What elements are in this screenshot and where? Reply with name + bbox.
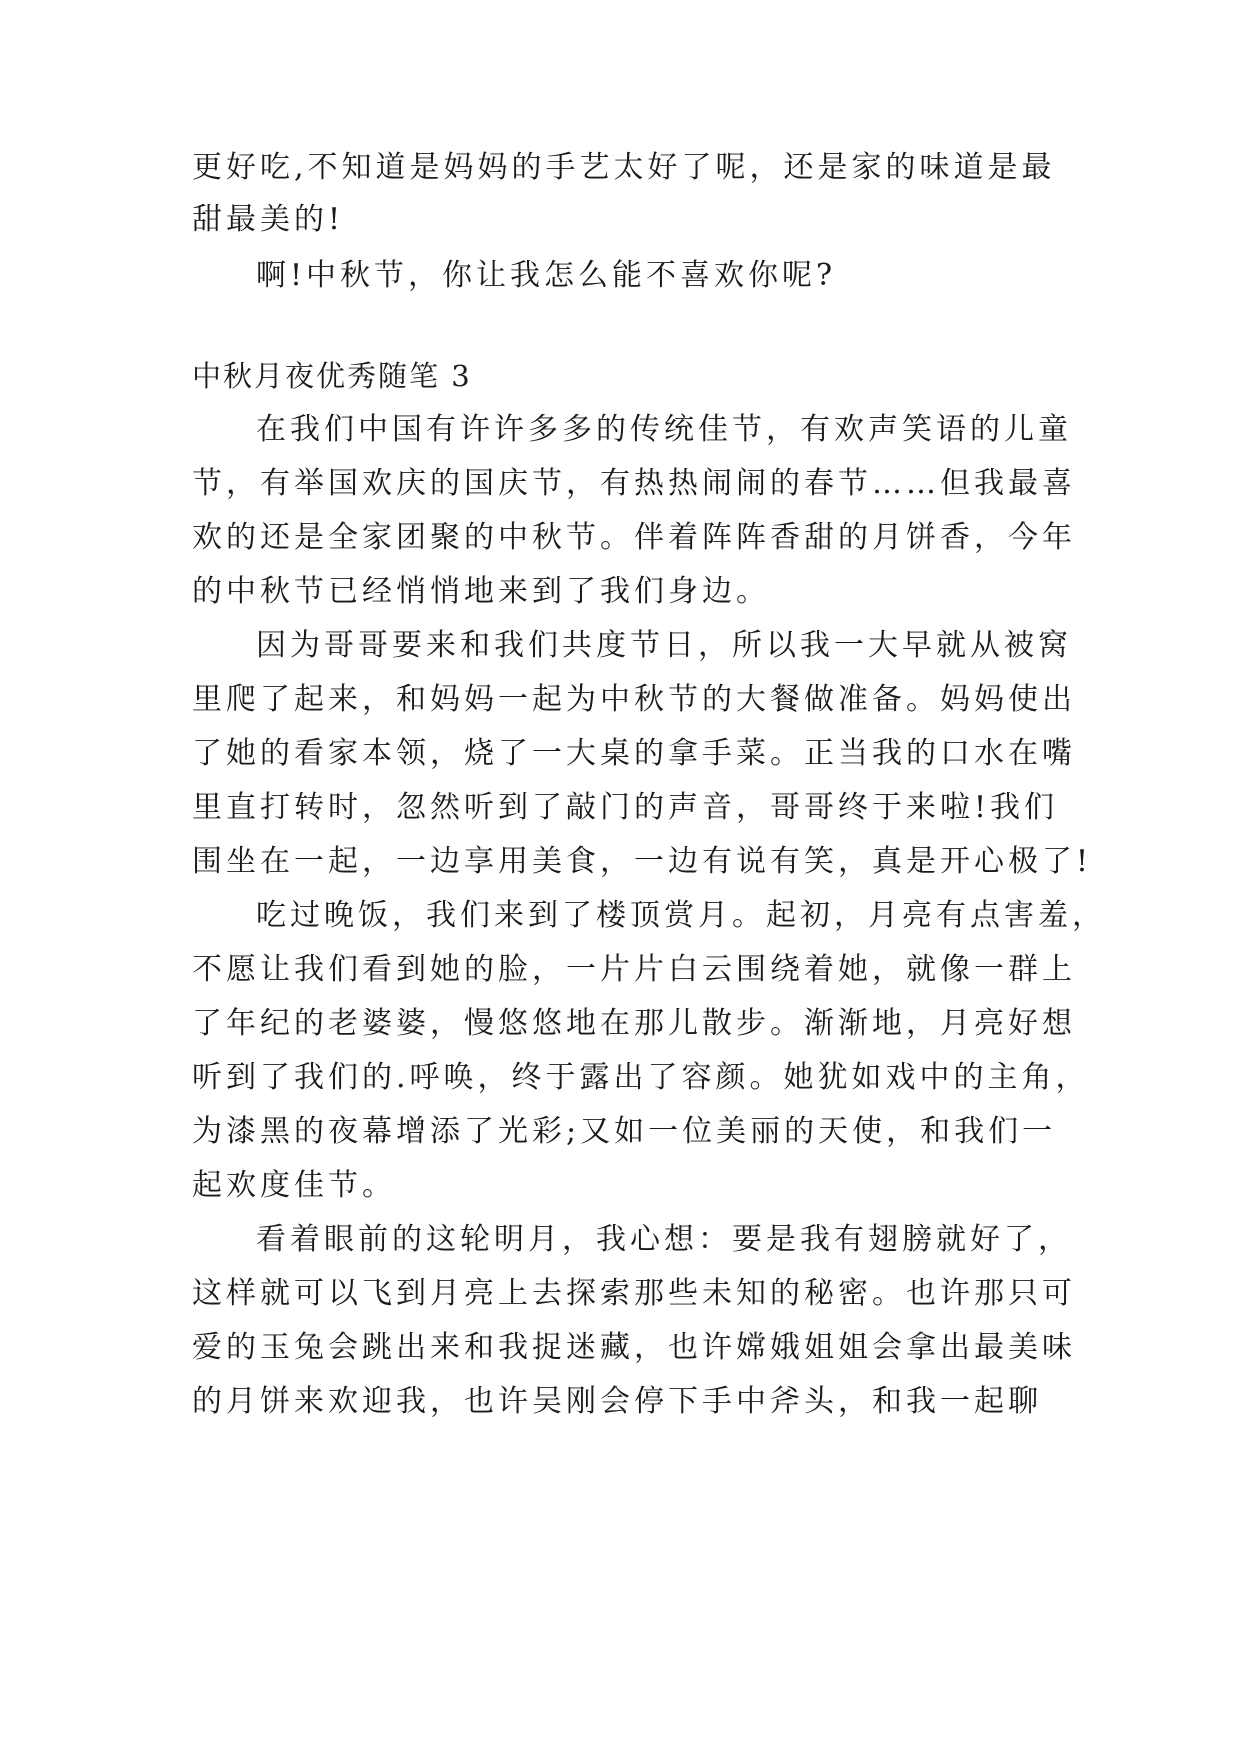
text-line: 的月饼来欢迎我，也许吴刚会停下手中斧头，和我一起聊	[192, 1384, 1042, 1419]
text-line: 的中秋节已经悄悄地来到了我们身边。	[192, 574, 770, 609]
text-line: 欢的还是全家团聚的中秋节。伴着阵阵香甜的月饼香，今年	[192, 520, 1076, 555]
text-line: 甜最美的!	[192, 202, 345, 237]
text-line: 啊!中秋节，你让我怎么能不喜欢你呢?	[256, 258, 837, 293]
text-line: 更好吃,不知道是妈妈的手艺太好了呢，还是家的味道是最	[192, 150, 1056, 185]
text-line: 了年纪的老婆婆，慢悠悠地在那儿散步。渐渐地，月亮好想	[192, 1006, 1076, 1041]
text-line: 里爬了起来，和妈妈一起为中秋节的大餐做准备。妈妈使出	[192, 682, 1076, 717]
text-line: 节，有举国欢庆的国庆节，有热热闹闹的春节……但我最喜	[192, 466, 1076, 501]
section-title: 中秋月夜优秀随笔 3	[192, 359, 472, 393]
text-line: 不愿让我们看到她的脸，一片片白云围绕着她，就像一群上	[192, 952, 1076, 987]
text-line: 在我们中国有许许多多的传统佳节，有欢声笑语的儿童	[256, 412, 1072, 447]
text-line: 听到了我们的.呼唤，终于露出了容颜。她犹如戏中的主角，	[192, 1060, 1090, 1095]
text-line: 吃过晚饭，我们来到了楼顶赏月。起初，月亮有点害羞，	[256, 898, 1106, 933]
text-line: 围坐在一起，一边享用美食，一边有说有笑，真是开心极了!	[192, 844, 1093, 879]
text-line: 这样就可以飞到月亮上去探索那些未知的秘密。也许那只可	[192, 1276, 1076, 1311]
text-line: 了她的看家本领，烧了一大桌的拿手菜。正当我的口水在嘴	[192, 736, 1076, 771]
text-line: 里直打转时，忽然听到了敲门的声音，哥哥终于来啦!我们	[192, 790, 1059, 825]
text-line: 因为哥哥要来和我们共度节日，所以我一大早就从被窝	[256, 628, 1072, 663]
text-line: 起欢度佳节。	[192, 1168, 396, 1203]
text-line: 看着眼前的这轮明月，我心想：要是我有翅膀就好了，	[256, 1222, 1072, 1257]
text-line: 爱的玉兔会跳出来和我捉迷藏，也许嫦娥姐姐会拿出最美味	[192, 1330, 1076, 1365]
text-line: 为漆黑的夜幕增添了光彩;又如一位美丽的天使，和我们一	[192, 1114, 1057, 1149]
